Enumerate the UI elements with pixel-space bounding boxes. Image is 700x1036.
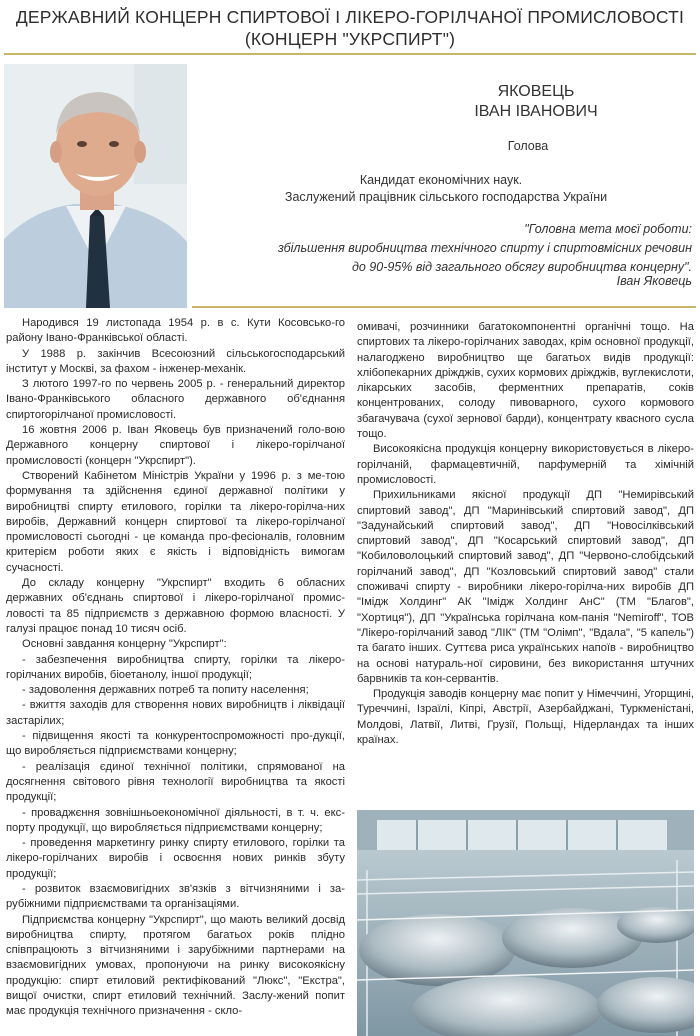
article-left-column <box>6 316 345 1020</box>
paragraph: Продукція заводів концерну має попит у Німеччині, Угорщині, Туреччині, Ізраїлі, Кіпрі, Австрії, Азербайджані, Туркменістані, Молдові, Латвії, Литві, Грузії, Польщі, Нідерландах та інших країнах. <box>357 688 694 747</box>
paragraph: Високоякісна продукція концерну використовується в лікеро-горілчаній, фармацевтичній, парфумерній та хімічній промисловості. <box>357 443 694 486</box>
list-item: - підвищення якості та конкурентоспроможності про-дукції, що виробляється підприємствами концерну; <box>6 730 345 758</box>
person-header <box>192 64 696 304</box>
list-item: - реалізація єдиної технічної політики, спрямованої на досягнення світового рівня технології виробництва та якості продукції; <box>6 760 345 804</box>
title-line-1: ДЕРЖАВНИЙ КОНЦЕРН СПИРТОВОЇ І ЛІКЕРО-ГОРІЛЧАНОЇ ПРОМИСЛОВОСТІ <box>15 7 685 27</box>
paragraph: У 1988 р. закінчив Всесоюзний сільськогосподарський інститут у Москві, за фахом - інженер-механік. <box>6 347 345 375</box>
person-position: Голова <box>507 139 549 153</box>
paragraph: 16 жовтня 2006 р. Іван Яковець був призначений голо-вою Державного концерну спиртової і лікеро-горілчаної промисловості (концерн "Укрспирт"). <box>6 424 345 467</box>
person-quote <box>192 220 692 277</box>
person-degree: Кандидат економічних наук. <box>359 173 523 187</box>
list-item: - проведення маркетингу ринку спирту етилового, горілки та лікеро-горілчаних виробів і освоєння нових ринків збуту продукції; <box>6 837 345 880</box>
paragraph: Прихильниками якісної продукції ДП "Немирівський спиртовий завод", ДП "Маринівський спиртовий завод", ДП "Задунайський спиртовий завод", ДП "Новосілківський спиртовий завод", ДП "Косарський спиртовий завод", ДП "Кобиловолоцький спиртовий завод", ДП "Червоно-слобідський горілчаний завод", ДП "Козловський спиртовий завод" стали споживачі спирту - виробники лікеро-горілча-них виробів ДП "Імідж Холдинг" АК "Імідж Холдинг АнС" (ТМ "Благов", "Хортиця"), ДП "Українська горілчана ком-панія "Nemiroff", ТОВ "Лікеро-горілчаний завод "ЛІК" (ТМ "Олімп", "Вдала", "5 капель") та багато інших. Суттєва риса українських напоїв - виробництво на основі натураль-ної сировини, без використання штучних барвників та кон-сервантів. <box>357 489 694 685</box>
paragraph: Основні завдання концерну "Укрспирт": <box>22 638 227 651</box>
top-rule <box>4 53 696 55</box>
portrait-photo <box>4 64 187 308</box>
paragraph: Народився 19 листопада 1954 р. в с. Кути Косовсько-го району Івано-Франківської області. <box>6 317 345 345</box>
quote-line: до 90-95% від загального обсягу виробництва концерну". <box>351 260 692 274</box>
paragraph: Створений Кабінетом Міністрів України у 1996 р. з ме-тою формування та здійснення єдиної державної політики у виробництві спирту етилового, горілки та лікеро-горілча-них виробів, Державний концерн спиртової та лікеро-горілчаної промисловості сьогодні - це команда про-фесіоналів, головним критерієм роботи яких є якість і відповідність вимогам сучасності. <box>6 469 345 574</box>
person-honorary-title: Заслужений працівник сільського господарства України <box>284 190 608 204</box>
list-item: - розвиток взаємовигідних зв'язків з вітчизняними і за-рубіжними підприємствами та організаціями. <box>6 882 345 911</box>
paragraph: Підприємства концерну "Укрспирт", що мають великий досвід виробництва спирту, протягом багатьох років плідно співпрацюють з вітчизняними і зарубіжними партнерами на взаємовигідних умовах, пропонуючи на ринку високоякісну продукцію: спирт етиловий ректифікований "Люкс", "Екстра", вищої очистки, спирт етиловий технічний. Заслу-жений попит має продукція технічного призначення - скло- <box>6 913 345 1018</box>
list-item: - вжиття заходів для створення нових виробництв і ліквідації застарілих; <box>6 699 345 727</box>
person-name <box>416 82 656 122</box>
article-right-column <box>357 320 694 748</box>
paragraph: З лютого 1997-го по червень 2005 р. - генеральний директор Івано-Франківського обласного державного об'єднання спиртогорілчаної промисловості. <box>6 378 345 421</box>
list-item: - задоволення державних потреб та попиту населення; <box>22 684 309 697</box>
list-item: - проваджєння зовнішньоекономічної діяльності, в т. ч. екс-порту продукції, що виробляється підприємствами концерну; <box>6 806 345 834</box>
person-given-name: ІВАН ІВАНОВИЧ <box>474 103 598 120</box>
portrait-illustration <box>4 64 187 308</box>
page-title <box>0 6 700 50</box>
factory-illustration <box>357 810 694 1036</box>
person-surname: ЯКОВЕЦЬ <box>497 83 575 100</box>
quote-line: збільшення виробництва технічного спирту і спиртовмісних речовин <box>277 241 692 255</box>
quote-signature: Іван Яковець <box>616 274 692 288</box>
list-item: - забезпечення виробництва спирту, горілки та лікеро-горілчаних виробів, біоетанолу, іншої продукції; <box>6 653 345 681</box>
quote-line: "Головна мета моєї роботи: <box>524 222 692 236</box>
factory-photo <box>357 810 694 1036</box>
paragraph: омивачі, розчинники багатокомпонентні органічні тощо. На спиртових та лікеро-горілчаних заводах, крім основної продукції, налагоджено виробництво ще багатьох видів продукції: хлібопекарних дріжджів, сухих кормових дріжджів, вуглекислоти, лікарських засобів, ферментних препаратів, соків концентрованих, солоду пивоварного, сухого кормового збагачувача (сухої зернової барди), концентрату квасного сусла тощо. <box>357 321 694 441</box>
title-line-2: (КОНЦЕРН "УКРСПИРТ") <box>244 29 456 49</box>
paragraph: До складу концерну "Укрспирт" входить 6 обласних державних об'єднань спиртової і лікеро-горілчаної промис-ловості та 85 підприємств з державною формою власності. У галузі працює понад 10 тисяч осіб. <box>6 577 345 635</box>
header-rule <box>192 306 696 308</box>
